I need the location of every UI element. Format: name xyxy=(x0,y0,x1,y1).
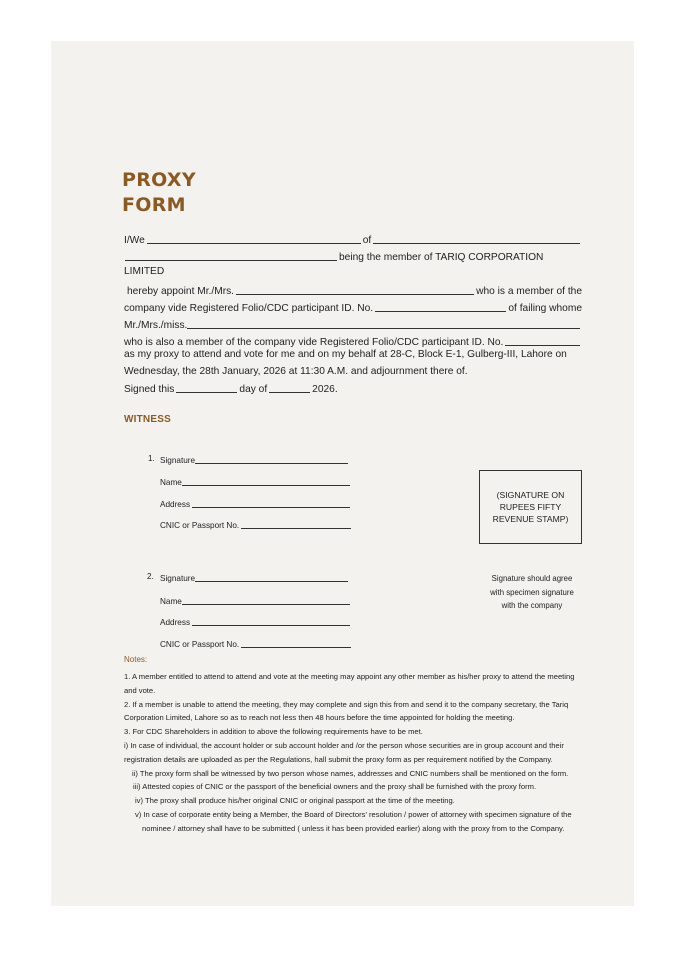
witness-1-cnic-row xyxy=(160,518,353,530)
row-iwe xyxy=(124,230,582,246)
witness-1-name-field[interactable] xyxy=(182,485,350,486)
revenue-stamp-text: (SIGNATURE ON RUPEES FIFTY REVENUE STAMP) xyxy=(492,490,569,524)
signature-note-line-1: Signature should agree xyxy=(491,574,573,583)
note-3-ii: ii) The proxy form shall be witnessed by two person whose names, addresses and CNIC numbers shall be mentioned on the form. xyxy=(132,768,569,778)
notes-list xyxy=(124,670,582,836)
name-label: Name xyxy=(160,597,182,606)
witness-heading: WITNESS xyxy=(124,414,171,425)
year-label: 2026. xyxy=(312,384,338,395)
of-label: of xyxy=(362,235,372,246)
name-label: Name xyxy=(160,478,182,487)
witness-2-name-row xyxy=(160,594,352,606)
witness-2-address-field[interactable] xyxy=(192,625,350,626)
note-2: 2. If a member is unable to attend the meeting, they may complete and sign this from and send it to the company secretary, the Tariq Corporation Limited, Lahore so as to reach not less then 48 hours before the time appointed for holding the meeting. xyxy=(124,699,569,723)
failing-label: of failing whome xyxy=(508,303,582,314)
form-title xyxy=(122,168,196,218)
of-field[interactable] xyxy=(373,243,580,244)
witness-1-cnic-field[interactable] xyxy=(241,528,351,529)
signed-month-field[interactable] xyxy=(269,392,310,393)
notes-heading: Notes: xyxy=(124,655,148,664)
witness-2-number: 2. xyxy=(147,572,154,581)
iwe-field[interactable] xyxy=(147,243,361,244)
address-label: Address xyxy=(160,500,191,509)
signed-this-label: Signed this xyxy=(124,384,175,395)
witness-2-cnic-field[interactable] xyxy=(241,647,351,648)
address-field[interactable] xyxy=(125,260,337,261)
note-3-i: i) In case of individual, the account holder or sub account holder and /or the person whose securities are in group account and their registration details are uploaded as per the Regulations, hall submit the proxy form as per requirement notified by the Company. xyxy=(124,740,564,764)
note-3-iv: iv) The proxy shall produce his/her original CNIC or original passport at the time of the meeting. xyxy=(135,796,455,806)
witness-2-signature-row xyxy=(160,571,350,583)
witness-1-signature-row xyxy=(160,453,350,465)
day-of-label: day of xyxy=(239,384,268,395)
row-appoint xyxy=(124,281,582,297)
signed-day-field[interactable] xyxy=(176,392,237,393)
witness-2-signature-field[interactable] xyxy=(195,581,348,582)
row-being-member xyxy=(124,247,582,263)
proxy-text-2: Wednesday, the 28th January, 2026 at 11:30 A.M. and adjournment there of. xyxy=(124,366,468,377)
cnic-label: CNIC or Passport No. xyxy=(160,521,240,530)
signature-label: Signature xyxy=(160,574,196,583)
title-line-2: FORM xyxy=(122,194,186,216)
company-folio-label: company vide Registered Folio/CDC participant ID. No. xyxy=(124,303,374,314)
cnic-label: CNIC or Passport No. xyxy=(160,640,240,649)
mr-miss-label: Mr./Mrs./miss. xyxy=(124,320,188,331)
row-also-member xyxy=(124,332,582,348)
signature-note xyxy=(474,572,590,613)
title-line-1: PROXY xyxy=(122,169,196,191)
address-label: Address xyxy=(160,618,191,627)
witness-2-name-field[interactable] xyxy=(182,604,350,605)
appoint-field[interactable] xyxy=(236,294,474,295)
row-folio xyxy=(124,298,582,314)
signature-note-line-2: with specimen signature xyxy=(490,587,574,597)
revenue-stamp-box[interactable] xyxy=(479,470,582,544)
note-1: 1. A member entitled to attend to attend and vote at the meeting may appoint any other member as his/her proxy to attend the meeting and vote. xyxy=(124,672,575,695)
witness-1-address-field[interactable] xyxy=(192,507,350,508)
folio-field[interactable] xyxy=(375,311,506,312)
signature-note-line-3: with the company xyxy=(501,601,563,610)
alternate-folio-field[interactable] xyxy=(505,345,580,346)
witness-1-address-row xyxy=(160,497,352,509)
being-member-label: being the member of TARIQ CORPORATION xyxy=(339,252,544,263)
who-also-label: who is also a member of the company vide Registered Folio/CDC participant ID. No. xyxy=(124,337,504,348)
alternate-name-field[interactable] xyxy=(187,328,580,329)
note-3-iii: iii) Attested copies of CNIC or the passport of the beneficial owners and the proxy shall be furnished with the proxy form. xyxy=(133,782,537,792)
witness-1-number: 1. xyxy=(148,454,155,463)
note-3-v: v) In case of corporate entity being a Member, the Board of Directors' resolution / power of attorney with specimen signature of the nominee / attorney shall have to be submitted ( unless it has been provided earlier) along with the proxy from to the Company. xyxy=(135,809,572,833)
witness-2-cnic-row xyxy=(160,637,353,649)
row-signed xyxy=(124,379,338,395)
witness-1-signature-field[interactable] xyxy=(195,463,348,464)
witness-1-name-row xyxy=(160,475,352,487)
limited-label: LIMITED xyxy=(124,266,165,277)
note-3: 3. For CDC Shareholders in addition to above the following requirements have to be met. xyxy=(124,727,423,737)
iwe-label: I/We xyxy=(124,235,145,246)
who-member-label: who is a member of the xyxy=(476,286,582,297)
witness-2-address-row xyxy=(160,615,352,627)
signature-label: Signature xyxy=(160,456,196,465)
row-alternate xyxy=(124,315,582,331)
appoint-label: hereby appoint Mr./Mrs. xyxy=(127,286,235,297)
proxy-text-1: as my proxy to attend and vote for me and on my behalf at 28-C, Block E-1, Gulberg-III, Lahore on xyxy=(124,349,567,360)
